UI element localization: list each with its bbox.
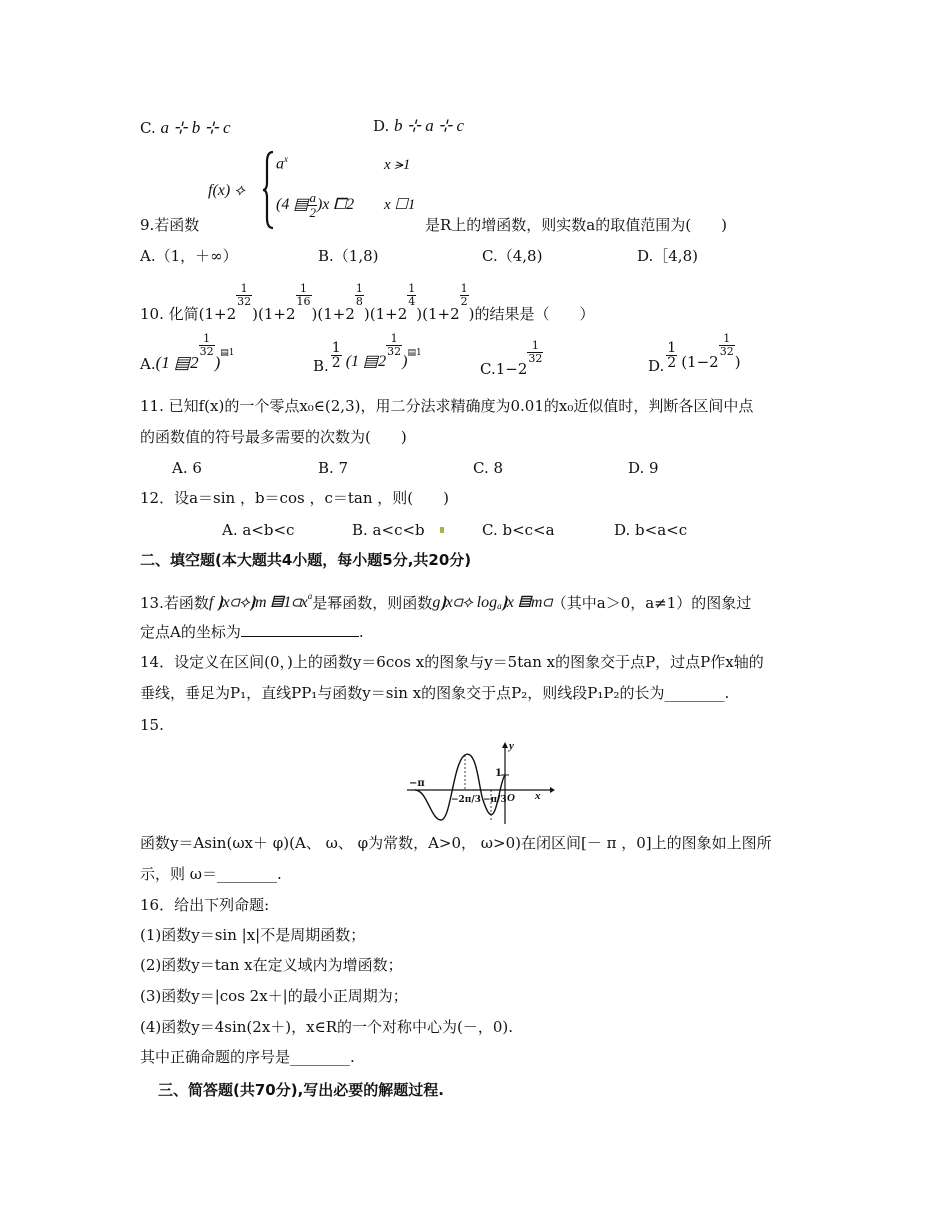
q16-stem: 16．给出下列命题:	[140, 896, 270, 914]
q10-option-d: D. $\frac{1}{2}$ (1−2 $\frac{1}{32}$ )	[648, 332, 741, 376]
q9-option-c: C.（4,8)	[482, 247, 543, 265]
q9-option-b: B.（1,8)	[318, 247, 379, 265]
q13-line1: 13.若函数 f ⦘x⫏⟡⦘m ▤1⫏x $^a$ 是幂函数，则函数 g⦘x⫏⟡ log $_a$ ⦘x ▤m⫏ （其中a＞0，a≠1）的图象过	[140, 591, 752, 612]
q16-ask: 其中正确命题的序号是________.	[140, 1048, 355, 1066]
q11-option-d: D. 9	[628, 459, 659, 477]
section-fill-in-title: 二、填空题(本大题共4小题，每小题5分,共20分)	[140, 551, 472, 569]
q10-option-c: C.1−2 $\frac{1}{32}$	[480, 339, 543, 379]
graph-label-origin: O	[507, 792, 515, 804]
q12-stem: 12．设a＝sin ，b＝cos ，c＝tan ，则( )	[140, 489, 449, 507]
q9-piece2-cond: x ☐1	[384, 197, 416, 213]
q9-option-d: D.［4,8)	[637, 247, 698, 265]
q16-item-2: (2)函数y＝tan x在定义域内为增函数；	[140, 956, 403, 974]
q11-line2: 的函数值的符号最多需要的次数为( )	[140, 428, 407, 446]
graph-label-x: x	[535, 790, 541, 802]
q9-option-a: A.（1，＋∞）	[140, 247, 238, 265]
q11-option-a: A. 6	[172, 459, 202, 477]
q15-line1: 函数y＝Asin(ωx＋ φ)(A、 ω、 φ为常数，A>0， ω>0)在闭区间[－ π ，0]上的图象如上图所	[140, 834, 772, 852]
piecewise-brace-icon	[262, 150, 276, 230]
q12-option-b: B. a<c<b	[352, 521, 425, 539]
q12-option-a: A. a<b<c	[222, 521, 295, 539]
graph-label-neg-pi-3: −π/3	[483, 795, 507, 805]
q8-option-d: D. b ⊹ a ⊹ c	[373, 116, 465, 135]
q15-number: 15.	[140, 716, 164, 734]
q15-line2: 示，则 ω＝________.	[140, 865, 282, 883]
q16-item-3: (3)函数y＝|cos 2x＋|的最小正周期为；	[140, 987, 408, 1005]
q12-option-c: C. b<c<a	[482, 521, 555, 539]
q9-stem: 9.若函数	[140, 216, 200, 234]
answer-blank[interactable]	[241, 622, 359, 637]
graph-label-y: y	[509, 740, 514, 752]
q8-option-c: C. a ⊹ b ⊹ c	[140, 118, 231, 137]
q9-piece2: (4 ▤ $\frac{a}{2}$ )x ⧠2	[276, 190, 355, 220]
q9-piece1-cond: x ⪫1	[384, 157, 411, 173]
q14-line1: 14．设定义在区间(0，)上的函数y＝6cos x的图象与y＝5tan x的图象交于点P，过点P作x轴的	[140, 653, 764, 671]
q15-sine-graph	[405, 740, 555, 825]
q10-option-a: A. (1 ▤2 $\frac{1}{32}$ ) ▤1	[140, 332, 235, 374]
q11-line1: 11. 已知f(x)的一个零点x₀∈(2,3)，用二分法求精确度为0.01的x₀近似值时，判断各区间中点	[140, 397, 754, 415]
graph-label-neg-2pi-3: −2π/3	[451, 795, 481, 805]
q9-piece1: $a^x$	[276, 154, 288, 173]
section-answer-title: 三、简答题(共70分),写出必要的解题过程.	[158, 1081, 444, 1099]
graph-label-neg-pi: −π	[409, 778, 425, 789]
q9-fx: f(x) ⟡	[208, 182, 245, 199]
stray-mark	[440, 527, 444, 533]
x-axis-arrow-icon	[550, 787, 555, 793]
q9-tail: 是R上的增函数，则实数a的取值范围为( )	[425, 216, 727, 234]
q11-option-b: B. 7	[318, 459, 349, 477]
q12-option-d: D. b<a<c	[614, 521, 688, 539]
q16-item-1: (1)函数y＝sin |x|不是周期函数；	[140, 926, 366, 944]
q10-option-b: B. $\frac{1}{2}$ (1 ▤2 $\frac{1}{32}$ ) ▤1	[313, 332, 422, 376]
q14-line2: 垂线，垂足为P₁，直线PP₁与函数y＝sin x的图象交于点P₂，则线段P₁P₂的长为________.	[140, 684, 730, 702]
y-axis-arrow-icon	[502, 742, 508, 748]
q16-item-4: (4)函数y＝4sin(2x＋)，x∈R的一个对称中心为(－，0).	[140, 1018, 514, 1036]
q11-option-c: C. 8	[473, 459, 504, 477]
sine-curve	[415, 754, 505, 820]
q10-stem: 10. 化简 (1+2 $\frac{1}{32}$ ) (1+2 $\frac{1}{16}$ ) (1+2 $\frac{1}{8}$ ) (1+2 $\frac{1}{4}$ ) (1+2 $\frac{1}{2}$ ) 的结果是（ ）	[140, 282, 595, 324]
q13-line2: 定点A的坐标为 .	[140, 623, 364, 641]
graph-label-one: 1	[495, 768, 502, 779]
